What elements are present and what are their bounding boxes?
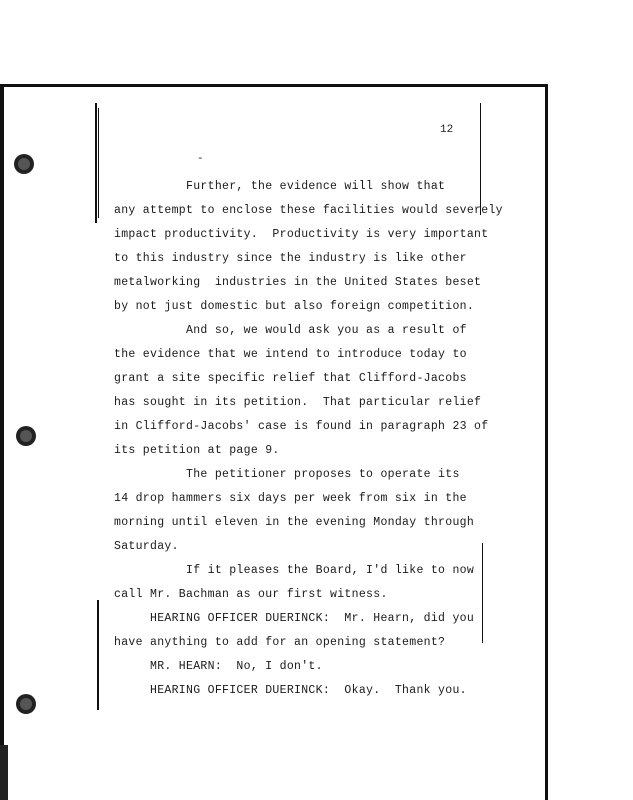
page-top-edge — [0, 84, 548, 87]
transcript-line: call Mr. Bachman as our first witness. — [114, 588, 388, 601]
left-margin-rule-inner — [98, 108, 99, 218]
left-margin-rule-lower — [97, 600, 99, 710]
transcript-line: has sought in its petition. That particular relief — [114, 396, 482, 409]
transcript-line: in Clifford-Jacobs' case is found in paragraph 23 of — [114, 420, 489, 433]
transcript-line: If it pleases the Board, I'd like to now — [114, 564, 475, 577]
transcript-line: The petitioner proposes to operate its — [114, 468, 460, 481]
transcript-line: Further, the evidence will show that — [114, 180, 446, 193]
transcript-line: HEARING OFFICER DUERINCK: Mr. Hearn, did you — [114, 612, 475, 625]
transcript-line: have anything to add for an opening statement? — [114, 636, 446, 649]
transcript-line: impact productivity. Productivity is very important — [114, 228, 489, 241]
page-number: 12 — [440, 124, 454, 136]
binder-hole-icon — [16, 694, 36, 714]
page-bottom-shade — [0, 745, 8, 800]
transcript-line: its petition at page 9. — [114, 444, 280, 457]
left-margin-rule — [95, 103, 97, 223]
page-right-edge — [545, 84, 548, 800]
page-left-edge — [0, 84, 4, 754]
binder-hole-icon — [16, 426, 36, 446]
right-margin-rule — [480, 103, 481, 215]
transcript-line: 14 drop hammers six days per week from six in the — [114, 492, 467, 505]
transcript-line: grant a site specific relief that Clifford-Jacobs — [114, 372, 467, 385]
transcript-line: metalworking industries in the United States beset — [114, 276, 482, 289]
transcript-line: HEARING OFFICER DUERINCK: Okay. Thank you. — [114, 684, 467, 697]
stray-mark: - — [197, 153, 204, 165]
transcript-line: to this industry since the industry is like other — [114, 252, 467, 265]
transcript-line: any attempt to enclose these facilities would severely — [114, 204, 503, 217]
binder-hole-icon — [14, 154, 34, 174]
transcript-line: morning until eleven in the evening Monday through — [114, 516, 475, 529]
right-margin-rule-lower — [482, 543, 483, 643]
transcript-line: by not just domestic but also foreign competition. — [114, 300, 475, 313]
transcript-line: And so, we would ask you as a result of — [114, 324, 467, 337]
transcript-line: Saturday. — [114, 540, 179, 553]
transcript-line: the evidence that we intend to introduce today to — [114, 348, 467, 361]
transcript-line: MR. HEARN: No, I don't. — [114, 660, 323, 673]
